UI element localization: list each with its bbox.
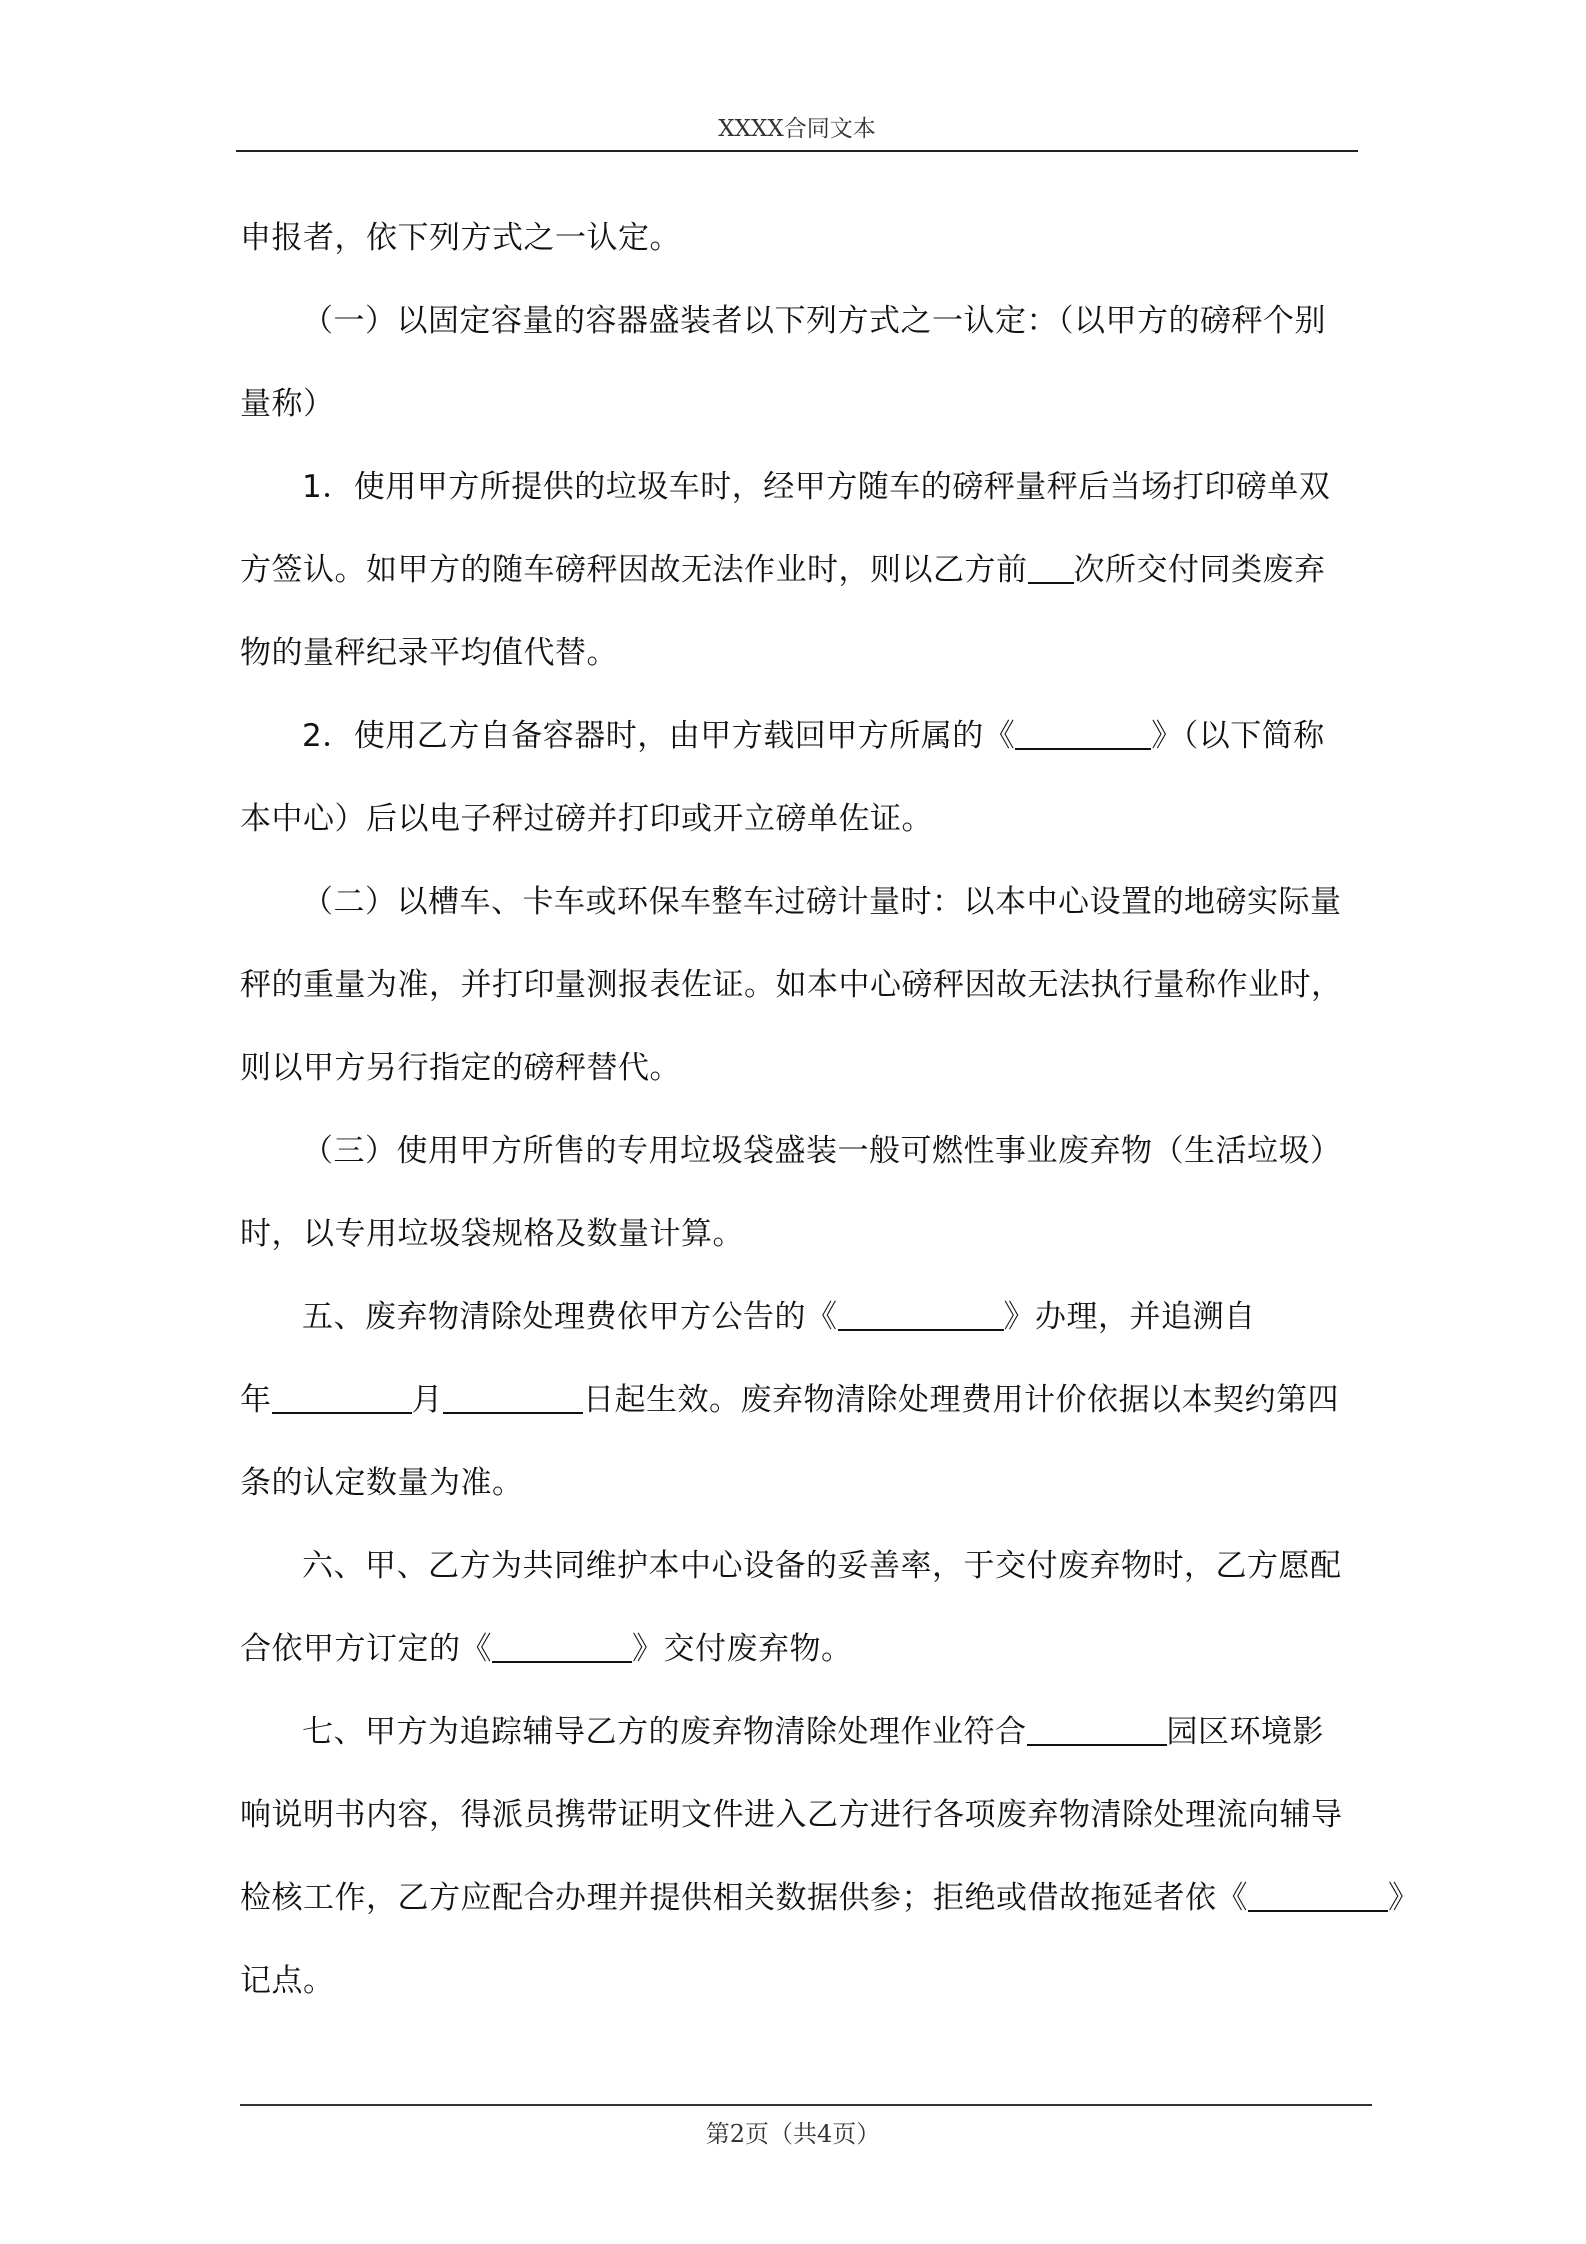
fill-blank[interactable]: [1027, 1714, 1167, 1746]
fill-blank[interactable]: [1248, 1880, 1388, 1912]
text-line: 检核工作，乙方应配合办理并提供相关数据供参；拒绝或借故拖延者依《 》: [240, 1880, 1420, 1916]
text-line: 七、甲方为追踪辅导乙方的废弃物清除处理作业符合 园区环境影: [302, 1714, 1324, 1750]
text-line: 合依甲方订定的《 》交付废弃物。: [240, 1631, 853, 1667]
text-line: 时，以专用垃圾袋规格及数量计算。: [240, 1216, 744, 1252]
text-line: （二）以槽车、卡车或环保车整车过磅计量时：以本中心设置的地磅实际量: [302, 884, 1342, 920]
text-line: 条的认定数量为准。: [240, 1465, 524, 1501]
text-line: 五、废弃物清除处理费依甲方公告的《 》办理，并追溯自: [302, 1299, 1256, 1335]
text-line: 申报者，依下列方式之一认定。: [240, 220, 681, 256]
fill-blank[interactable]: [443, 1382, 583, 1414]
text-line: （一）以固定容量的容器盛装者以下列方式之一认定：（以甲方的磅秤个别: [302, 303, 1326, 339]
text-line: 六、甲、乙方为共同维护本中心设备的妥善率，于交付废弃物时，乙方愿配: [302, 1548, 1342, 1584]
text-line: 物的量秤纪录平均值代替。: [240, 635, 618, 671]
text-line: 年 月 日起生效。废弃物清除处理费用计价依据以本契约第四: [240, 1382, 1339, 1418]
text-line: 1．使用甲方所提供的垃圾车时，经甲方随车的磅秤量秤后当场打印磅单双: [302, 469, 1331, 505]
page-header: [236, 112, 1358, 152]
text-line: 响说明书内容，得派员携带证明文件进入乙方进行各项废弃物清除处理流向辅导: [240, 1797, 1343, 1833]
fill-blank[interactable]: [272, 1382, 412, 1414]
fill-blank[interactable]: [492, 1631, 632, 1663]
fill-blank[interactable]: [1028, 552, 1074, 584]
text-line: 则以甲方另行指定的磅秤替代。: [240, 1050, 681, 1086]
page-number: 第2页（共4页）: [705, 2120, 881, 2148]
text-line: 方签认。如甲方的随车磅秤因故无法作业时，则以乙方前 次所交付同类废弃: [240, 552, 1326, 588]
page-footer: [0, 2114, 1586, 2149]
text-line: （三）使用甲方所售的专用垃圾袋盛装一般可燃性事业废弃物（生活垃圾）: [302, 1133, 1342, 1169]
fill-blank[interactable]: [1015, 718, 1151, 750]
header-title: XXXX合同文本: [718, 116, 876, 142]
text-line: 记点。: [240, 1963, 335, 1999]
footer-divider: [240, 2104, 1372, 2106]
text-line: 2．使用乙方自备容器时，由甲方载回甲方所属的《 》（以下简称: [302, 718, 1325, 754]
fill-blank[interactable]: [838, 1299, 1004, 1331]
text-line: 量称）: [240, 386, 335, 422]
text-line: 秤的重量为准，并打印量测报表佐证。如本中心磅秤因故无法执行量称作业时，: [240, 967, 1343, 1003]
text-line: 本中心）后以电子秤过磅并打印或开立磅单佐证。: [240, 801, 933, 837]
